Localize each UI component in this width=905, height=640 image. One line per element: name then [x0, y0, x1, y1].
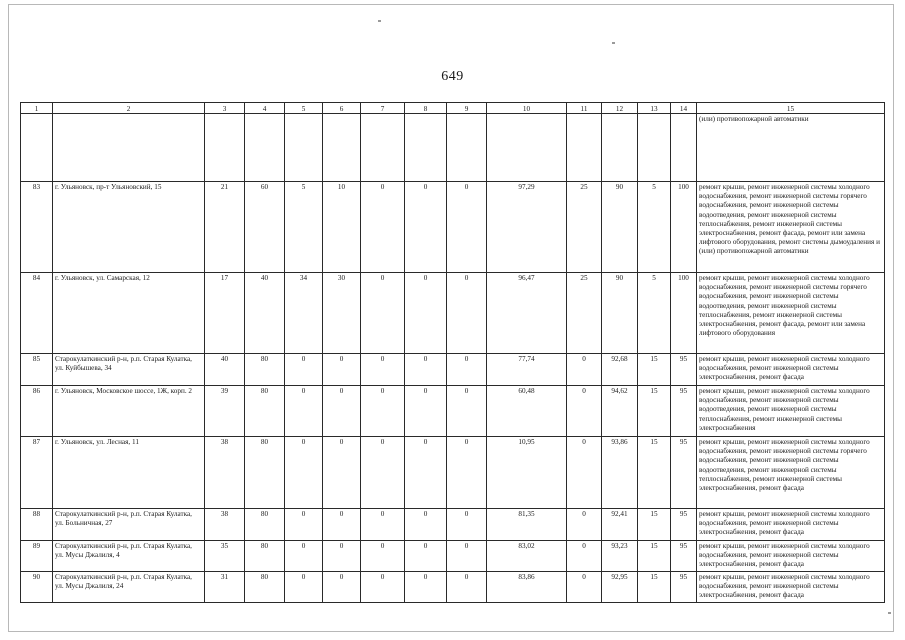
value-cell: 90 — [602, 182, 638, 273]
value-cell: 0 — [447, 437, 487, 509]
value-cell: 92,68 — [602, 354, 638, 386]
value-cell — [567, 114, 602, 182]
works-cell: (или) противопожарной автоматики — [697, 114, 885, 182]
column-header: 6 — [323, 103, 361, 114]
value-cell: 0 — [447, 541, 487, 572]
value-cell: 97,29 — [487, 182, 567, 273]
value-cell: 0 — [361, 541, 405, 572]
value-cell — [205, 114, 245, 182]
value-cell: 60,48 — [487, 386, 567, 437]
value-cell — [447, 114, 487, 182]
value-cell: 38 — [205, 437, 245, 509]
column-header: 12 — [602, 103, 638, 114]
value-cell: 34 — [285, 273, 323, 354]
value-cell: 0 — [361, 572, 405, 603]
row-number-cell: 83 — [21, 182, 53, 273]
value-cell — [245, 114, 285, 182]
value-cell: 0 — [405, 541, 447, 572]
value-cell — [487, 114, 567, 182]
value-cell: 80 — [245, 541, 285, 572]
value-cell: 0 — [361, 354, 405, 386]
value-cell: 15 — [638, 509, 671, 541]
value-cell: 95 — [671, 541, 697, 572]
value-cell: 15 — [638, 386, 671, 437]
value-cell: 0 — [567, 572, 602, 603]
value-cell: 95 — [671, 386, 697, 437]
table-row — [21, 182, 885, 273]
value-cell: 92,95 — [602, 572, 638, 603]
value-cell: 35 — [205, 541, 245, 572]
value-cell: 0 — [567, 509, 602, 541]
value-cell: 0 — [567, 541, 602, 572]
row-number-cell: 88 — [21, 509, 53, 541]
works-cell: ремонт крыши, ремонт инженерной системы холодного водоснабжения, ремонт инженерной системы электроснабжения, ремонт фасада — [697, 509, 885, 541]
value-cell: 0 — [447, 273, 487, 354]
value-cell: 0 — [567, 386, 602, 437]
value-cell: 94,62 — [602, 386, 638, 437]
table-row — [21, 273, 885, 354]
table-header-row — [21, 103, 885, 114]
value-cell — [285, 114, 323, 182]
value-cell: 0 — [361, 273, 405, 354]
value-cell: 5 — [638, 273, 671, 354]
value-cell: 0 — [567, 354, 602, 386]
value-cell: 15 — [638, 354, 671, 386]
column-header: 14 — [671, 103, 697, 114]
value-cell: 0 — [323, 541, 361, 572]
column-header: 2 — [53, 103, 205, 114]
value-cell: 17 — [205, 273, 245, 354]
column-header: 1 — [21, 103, 53, 114]
address-cell: г. Ульяновск, Московское шоссе, 1Ж, корп. 2 — [53, 386, 205, 437]
value-cell: 92,41 — [602, 509, 638, 541]
value-cell: 96,47 — [487, 273, 567, 354]
value-cell: 60 — [245, 182, 285, 273]
value-cell: 0 — [405, 386, 447, 437]
works-cell: ремонт крыши, ремонт инженерной системы холодного водоснабжения, ремонт инженерной системы горячего водоснабжения, ремонт инженерной системы водоотведения, ремонт инженерной системы теплоснабжения, ремонт инженерной системы электроснабжения, ремонт фасада — [697, 437, 885, 509]
data-table — [20, 102, 885, 603]
table-row — [21, 437, 885, 509]
value-cell: 80 — [245, 386, 285, 437]
table-row — [21, 386, 885, 437]
value-cell — [602, 114, 638, 182]
column-header: 3 — [205, 103, 245, 114]
value-cell: 80 — [245, 509, 285, 541]
value-cell: 93,86 — [602, 437, 638, 509]
value-cell: 0 — [361, 437, 405, 509]
value-cell — [361, 114, 405, 182]
value-cell: 93,23 — [602, 541, 638, 572]
table-row — [21, 509, 885, 541]
column-header: 8 — [405, 103, 447, 114]
value-cell: 80 — [245, 437, 285, 509]
table-row — [21, 572, 885, 603]
table-row — [21, 354, 885, 386]
value-cell: 21 — [205, 182, 245, 273]
value-cell: 0 — [447, 182, 487, 273]
row-number-cell: 90 — [21, 572, 53, 603]
address-cell: Старокулаткинский р-н, р.п. Старая Кулатка, ул. Больничная, 27 — [53, 509, 205, 541]
row-number-cell: 87 — [21, 437, 53, 509]
value-cell — [405, 114, 447, 182]
value-cell: 95 — [671, 509, 697, 541]
column-header: 5 — [285, 103, 323, 114]
value-cell: 39 — [205, 386, 245, 437]
value-cell: 0 — [285, 386, 323, 437]
value-cell: 0 — [361, 182, 405, 273]
value-cell: 95 — [671, 354, 697, 386]
value-cell: 0 — [405, 437, 447, 509]
value-cell: 0 — [323, 509, 361, 541]
value-cell: 0 — [447, 386, 487, 437]
value-cell: 0 — [323, 572, 361, 603]
value-cell: 83,02 — [487, 541, 567, 572]
address-cell: Старокулаткинский р-н, р.п. Старая Кулатка, ул. Мусы Джалиля, 4 — [53, 541, 205, 572]
value-cell: 77,74 — [487, 354, 567, 386]
value-cell: 81,35 — [487, 509, 567, 541]
value-cell: 0 — [285, 354, 323, 386]
works-cell: ремонт крыши, ремонт инженерной системы холодного водоснабжения, ремонт инженерной системы электроснабжения, ремонт фасада — [697, 354, 885, 386]
value-cell: 95 — [671, 572, 697, 603]
value-cell: 80 — [245, 354, 285, 386]
value-cell: 0 — [567, 437, 602, 509]
address-cell — [53, 114, 205, 182]
column-header: 10 — [487, 103, 567, 114]
value-cell: 80 — [245, 572, 285, 603]
value-cell: 0 — [323, 386, 361, 437]
value-cell: 15 — [638, 572, 671, 603]
value-cell: 0 — [447, 572, 487, 603]
value-cell: 83,86 — [487, 572, 567, 603]
table-row — [21, 541, 885, 572]
address-cell: Старокулаткинский р-н, р.п. Старая Кулатка, ул. Куйбышева, 34 — [53, 354, 205, 386]
value-cell: 0 — [405, 273, 447, 354]
value-cell: 38 — [205, 509, 245, 541]
value-cell: 25 — [567, 273, 602, 354]
column-header: 15 — [697, 103, 885, 114]
column-header: 11 — [567, 103, 602, 114]
address-cell: г. Ульяновск, ул. Самарская, 12 — [53, 273, 205, 354]
value-cell: 0 — [405, 354, 447, 386]
scan-speck — [612, 42, 615, 44]
works-cell: ремонт крыши, ремонт инженерной системы холодного водоснабжения, ремонт инженерной системы горячего водоснабжения, ремонт инженерной системы водоотведения, ремонт инженерной системы теплоснабжения, ремонт инженерной системы электроснабжения, ремонт фасада, ремонт или замена лифтового оборудования — [697, 273, 885, 354]
works-cell: ремонт крыши, ремонт инженерной системы холодного водоснабжения, ремонт инженерной системы горячего водоснабжения, ремонт инженерной системы водоотведения, ремонт инженерной системы теплоснабжения, ремонт инженерной системы электроснабжения, ремонт фасада, ремонт или замена лифтового оборудования, ремонт системы дымоудаления и (или) противопожарной автоматики — [697, 182, 885, 273]
value-cell — [671, 114, 697, 182]
value-cell: 10,95 — [487, 437, 567, 509]
value-cell: 5 — [285, 182, 323, 273]
value-cell: 90 — [602, 273, 638, 354]
works-cell: ремонт крыши, ремонт инженерной системы холодного водоснабжения, ремонт инженерной системы водоотведения, ремонт инженерной системы теплоснабжения, ремонт инженерной системы электроснабжения — [697, 386, 885, 437]
value-cell: 0 — [405, 572, 447, 603]
value-cell: 30 — [323, 273, 361, 354]
value-cell: 15 — [638, 541, 671, 572]
address-cell: г. Ульяновск, ул. Лесная, 11 — [53, 437, 205, 509]
value-cell: 0 — [323, 354, 361, 386]
value-cell: 25 — [567, 182, 602, 273]
value-cell — [323, 114, 361, 182]
value-cell — [638, 114, 671, 182]
value-cell: 10 — [323, 182, 361, 273]
value-cell: 0 — [447, 509, 487, 541]
column-header: 4 — [245, 103, 285, 114]
scan-speck — [378, 20, 381, 22]
works-cell: ремонт крыши, ремонт инженерной системы холодного водоснабжения, ремонт инженерной системы электроснабжения, ремонт фасада — [697, 541, 885, 572]
value-cell: 40 — [245, 273, 285, 354]
row-number-cell: 86 — [21, 386, 53, 437]
value-cell: 0 — [405, 182, 447, 273]
value-cell: 95 — [671, 437, 697, 509]
address-cell: Старокулаткинский р-н, р.п. Старая Кулатка, ул. Мусы Джалиля, 24 — [53, 572, 205, 603]
value-cell: 0 — [405, 509, 447, 541]
value-cell: 0 — [361, 386, 405, 437]
value-cell: 31 — [205, 572, 245, 603]
row-number-cell: 89 — [21, 541, 53, 572]
works-cell: ремонт крыши, ремонт инженерной системы холодного водоснабжения, ремонт инженерной системы электроснабжения, ремонт фасада — [697, 572, 885, 603]
row-number-cell: 84 — [21, 273, 53, 354]
value-cell: 40 — [205, 354, 245, 386]
value-cell: 15 — [638, 437, 671, 509]
value-cell: 100 — [671, 182, 697, 273]
value-cell: 100 — [671, 273, 697, 354]
value-cell: 0 — [285, 509, 323, 541]
column-header: 9 — [447, 103, 487, 114]
value-cell: 0 — [285, 541, 323, 572]
page-number: 649 — [441, 69, 464, 84]
value-cell: 5 — [638, 182, 671, 273]
column-header: 7 — [361, 103, 405, 114]
row-number-cell: 85 — [21, 354, 53, 386]
value-cell: 0 — [285, 437, 323, 509]
column-header: 13 — [638, 103, 671, 114]
value-cell: 0 — [447, 354, 487, 386]
table-row — [21, 114, 885, 182]
value-cell: 0 — [323, 437, 361, 509]
address-cell: г. Ульяновск, пр-т Ульяновский, 15 — [53, 182, 205, 273]
row-number-cell — [21, 114, 53, 182]
value-cell: 0 — [285, 572, 323, 603]
value-cell: 0 — [361, 509, 405, 541]
scan-speck — [888, 612, 891, 614]
